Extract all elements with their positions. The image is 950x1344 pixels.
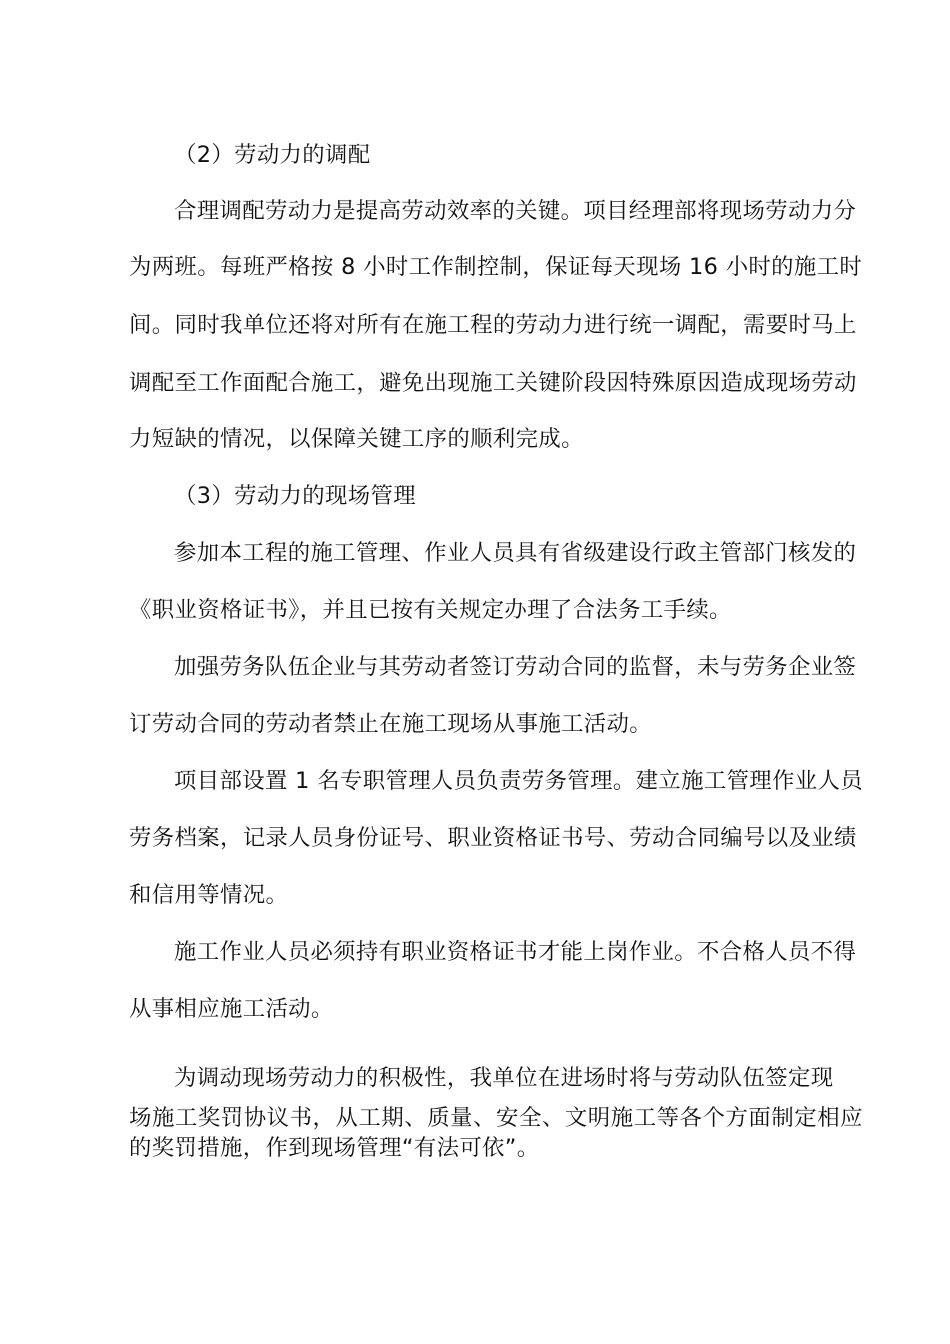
paragraph-line: 从事相应施工活动。 bbox=[129, 996, 334, 1022]
paragraph-line: 项目部设置 1 名专职管理人员负责劳务管理。建立施工管理作业人员 bbox=[174, 768, 864, 794]
paragraph-line: 场施工奖罚协议书，从工期、质量、安全、文明施工等各个方面制定相应 bbox=[129, 1105, 864, 1131]
paragraph-line: 间。同时我单位还将对所有在施工程的劳动力进行统一调配，需要时马上 bbox=[129, 312, 857, 338]
paragraph-line: 合理调配劳动力是提高劳动效率的关键。项目经理部将现场劳动力分 bbox=[174, 198, 857, 224]
paragraph-line: 《职业资格证书》，并且已按有关规定办理了合法务工手续。 bbox=[129, 597, 732, 623]
paragraph-line: 为两班。每班严格按 8 小时工作制控制，保证每天现场 16 小时的施工时 bbox=[129, 254, 863, 280]
paragraph-line: 调配至工作面配合施工，避免出现施工关键阶段因特殊原因造成现场劳动 bbox=[129, 370, 857, 396]
paragraph-line: 力短缺的情况，以保障关键工序的顺利完成。 bbox=[129, 426, 584, 452]
paragraph-line: 订劳动合同的劳动者禁止在施工现场从事施工活动。 bbox=[129, 711, 653, 737]
paragraph-line: 劳务档案，记录人员身份证号、职业资格证书号、劳动合同编号以及业绩 bbox=[129, 825, 857, 851]
section-heading-site-management: （3）劳动力的现场管理 bbox=[174, 483, 417, 509]
paragraph-line: 为调动现场劳动力的积极性，我单位在进场时将与劳动队伍签定现 bbox=[174, 1065, 834, 1091]
paragraph-line: 加强劳务队伍企业与其劳动者签订劳动合同的监督，未与劳务企业签 bbox=[174, 654, 857, 680]
paragraph-line: 的奖罚措施，作到现场管理“有法可依”。 bbox=[129, 1135, 540, 1161]
paragraph-line: 参加本工程的施工管理、作业人员具有省级建设行政主管部门核发的 bbox=[174, 540, 857, 566]
paragraph-line: 施工作业人员必须持有职业资格证书才能上岗作业。不合格人员不得 bbox=[174, 939, 857, 965]
paragraph-line: 和信用等情况。 bbox=[129, 882, 289, 908]
section-heading-labor-allocation: （2）劳动力的调配 bbox=[174, 142, 371, 168]
